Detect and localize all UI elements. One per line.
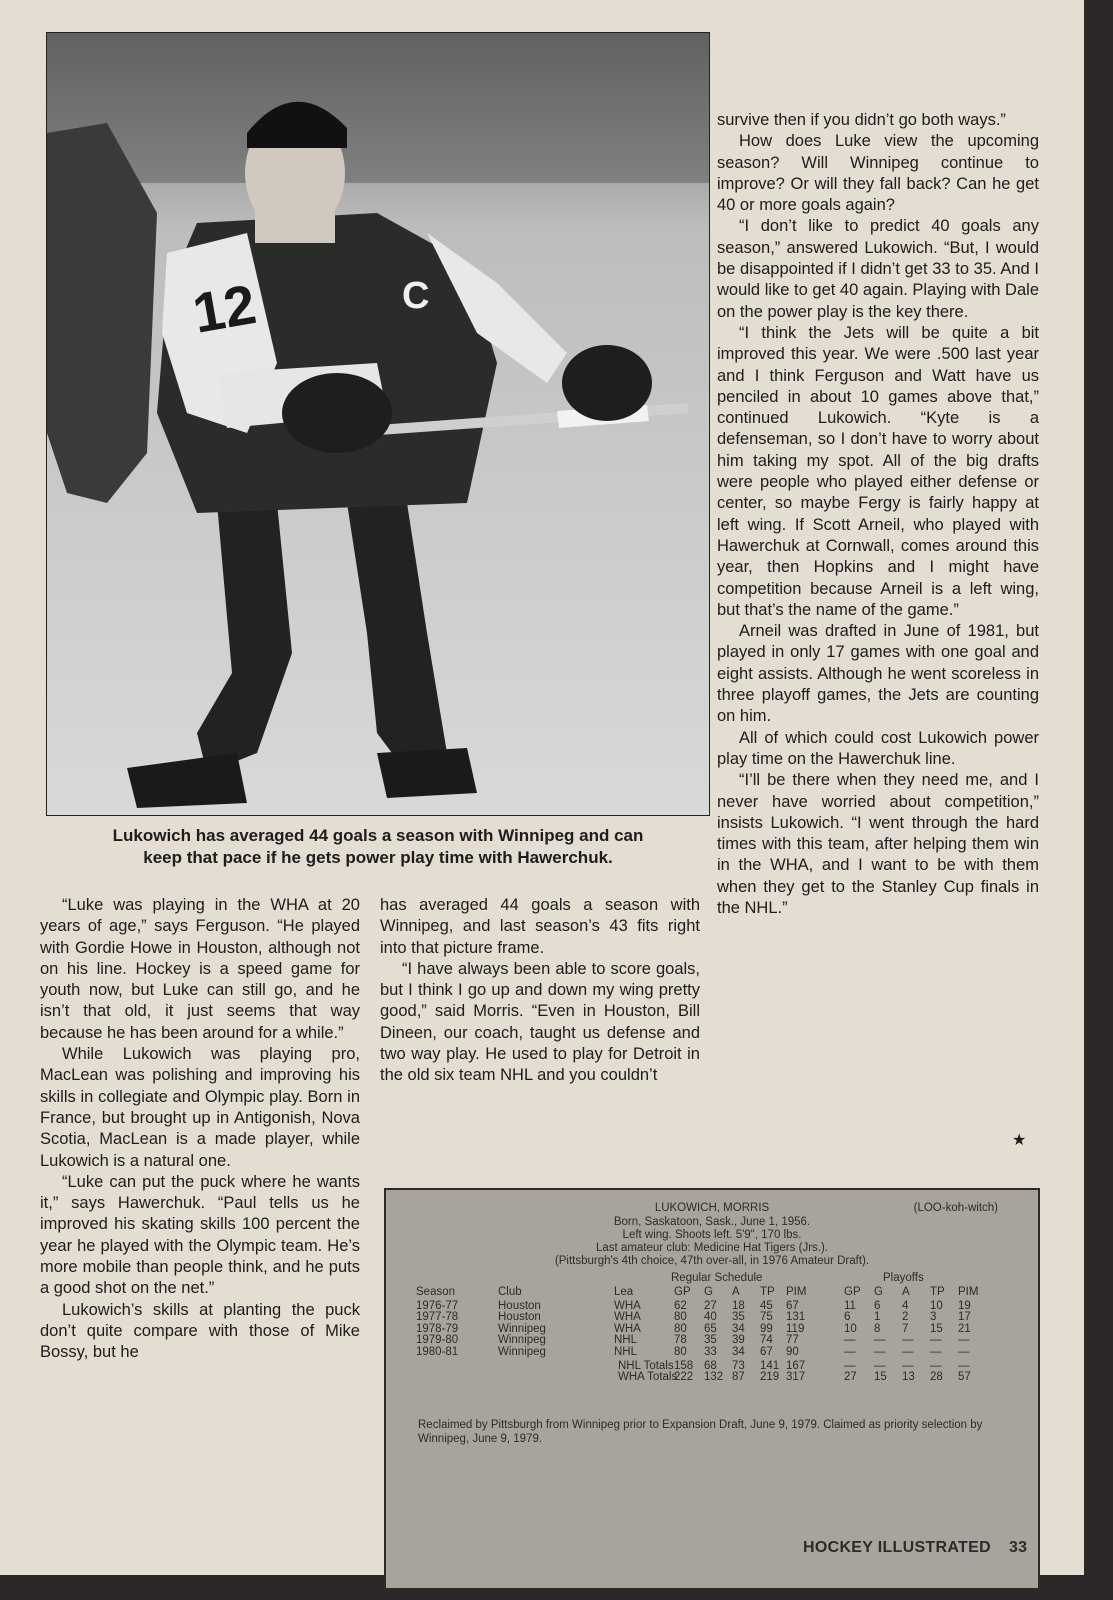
stats-row	[386, 1346, 1038, 1359]
stats-cell: 80	[674, 1346, 687, 1358]
stats-cell: PIM	[786, 1286, 807, 1298]
stats-cell: 15	[930, 1322, 943, 1335]
stats-cell: 75	[760, 1311, 773, 1324]
stats-cell: 99	[760, 1322, 773, 1335]
stats-header-row	[386, 1286, 1038, 1299]
stats-born: Born, Saskatoon, Sask., June 1, 1956.	[613, 1216, 811, 1228]
stats-cell: WHA	[614, 1322, 641, 1335]
stats-cell: 27	[844, 1371, 857, 1384]
stats-cell: PIM	[958, 1286, 979, 1298]
caption-line-2: keep that pace if he gets power play time with Hawerchuk.	[143, 848, 613, 867]
stats-cell: 1979-80	[416, 1334, 459, 1347]
stats-cell: 18	[732, 1299, 745, 1312]
stats-cell: A	[902, 1286, 910, 1298]
stats-cell: A	[732, 1286, 740, 1298]
stats-cell: 34	[732, 1322, 745, 1335]
stats-cell: 35	[732, 1311, 745, 1324]
stats-cell: 28	[930, 1371, 943, 1384]
paragraph: “I think the Jets will be quite a bit improved this year. We were .500 last year and I think Ferguson and Watt have us penciled in about 10 games above that,” continued Lukowich. “Kyte is a defenseman, so I don’t have to worry about him taking my spot. All of the big drafts were people who played either defense or center, so maybe Fergy is fairly happy at left wing. If Scott Arneil, who played with Hawerchuk at Cornwall, comes around this year, then Hopkins and I might have competition because Arneil is a left wing, but that’s the name of the game.”	[717, 323, 1039, 619]
stats-cell: 7	[902, 1322, 909, 1335]
stats-cell: 10	[930, 1299, 943, 1312]
stats-cell: —	[958, 1346, 970, 1358]
stats-cell: 167	[786, 1359, 806, 1372]
stats-cell: —	[930, 1359, 942, 1372]
stats-cell: Club	[498, 1286, 522, 1298]
magazine-name: HOCKEY ILLUSTRATED	[803, 1539, 991, 1556]
stats-cell: 141	[760, 1359, 780, 1372]
stats-cell: 3	[930, 1311, 937, 1324]
stats-cell: TP	[760, 1286, 775, 1298]
article-column-right	[717, 110, 1039, 919]
stats-cell: 2	[902, 1311, 909, 1324]
stats-cell: Winnipeg	[498, 1334, 546, 1347]
paragraph: “I have always been able to score goals, but I think I go up and down my wing pretty good,” said Morris. “Even in Houston, Bill Dineen, our coach, taught us defense and two way play. He used to play for Detroit in the old six team NHL and you couldn’t	[380, 959, 700, 1085]
stats-cell: 33	[704, 1346, 717, 1358]
stats-cell: GP	[844, 1286, 861, 1298]
stats-cell: 317	[786, 1371, 806, 1384]
stats-cell: Lea	[614, 1286, 634, 1298]
stats-cell: 1977-78	[416, 1311, 459, 1324]
stats-cell: —	[874, 1359, 886, 1372]
stats-pronunciation: (LOO-koh-witch)	[913, 1202, 998, 1214]
stats-cell: WHA Totals	[618, 1371, 678, 1384]
stats-cell: 57	[958, 1371, 971, 1384]
stats-cell: Houston	[498, 1311, 541, 1324]
stats-cell: 90	[786, 1346, 799, 1358]
stats-cell: NHL	[614, 1346, 638, 1358]
playoffs-label: Playoffs	[883, 1272, 924, 1284]
stats-cell: 74	[760, 1334, 773, 1347]
stats-cell: 13	[902, 1371, 915, 1384]
stats-cell: 6	[844, 1311, 851, 1324]
stats-note: Reclaimed by Pittsburgh from Winnipeg prior to Expansion Draft, June 9, 1979. Claimed as priority selection by Winnipeg, June 9, 1979.	[418, 1419, 983, 1445]
stats-cell: 77	[786, 1334, 799, 1347]
paragraph: While Lukowich was playing pro, MacLean was polishing and improving his skills in collegiate and Olympic play. Born in France, but brought up in Antigonish, Nova Scotia, MacLean is a made player, while Lukowich is a natural one.	[40, 1045, 360, 1170]
stats-cell: 27	[704, 1299, 717, 1312]
stats-cell: 73	[732, 1359, 745, 1372]
stats-cell: 65	[704, 1322, 717, 1335]
stats-cell: 45	[760, 1299, 773, 1312]
stats-row	[386, 1371, 1038, 1384]
stats-cell: 87	[732, 1371, 745, 1384]
paragraph: How does Luke view the upcoming season? Will Winnipeg continue to improve? Or will they fall back? Can he get 40 or more goals again?	[717, 132, 1039, 215]
stats-cell: 1	[874, 1311, 881, 1324]
stats-cell: 21	[958, 1322, 971, 1335]
stats-cell: 131	[786, 1311, 806, 1324]
stats-position: Left wing. Shoots left. 5'9", 170 lbs.	[622, 1229, 802, 1241]
stats-cell: Winnipeg	[498, 1322, 546, 1335]
page-number: 33	[1008, 1539, 1028, 1556]
stats-cell: 67	[786, 1299, 799, 1312]
stats-player-name: LUKOWICH, MORRIS	[654, 1202, 770, 1214]
paragraph: “Luke can put the puck where he wants it,” says Hawerchuk. “Paul tells us he improved his skating skills 100 percent the year he played with the Olympic team. He’s more mobile than people think, and he puts a good shot on the net.”	[40, 1172, 360, 1298]
stats-cell: —	[844, 1334, 856, 1347]
svg-text:12: 12	[188, 271, 261, 345]
stats-cell: 40	[704, 1311, 717, 1324]
stats-cell: G	[704, 1286, 713, 1298]
stats-cell: TP	[930, 1286, 945, 1298]
stats-cell: 10	[844, 1322, 857, 1335]
stats-cell: —	[844, 1359, 856, 1372]
stats-cell: WHA	[614, 1299, 641, 1312]
stats-cell: 78	[674, 1334, 687, 1347]
paragraph: “Luke was playing in the WHA at 20 years of age,” says Ferguson. “He played with Gordie Howe in Houston, although not on his line. Hockey is a speed game for youth now, but Luke can still go, and he isn’t that old, it just seems that way because he has been around for a while.”	[40, 896, 360, 1042]
article-column-left	[40, 895, 360, 1364]
stats-cell: 11	[844, 1299, 856, 1312]
stats-cell: —	[958, 1359, 970, 1372]
stats-cell: 1978-79	[416, 1322, 459, 1335]
stats-cell: 222	[674, 1371, 694, 1384]
stats-cell: 34	[732, 1346, 745, 1358]
stats-cell: 39	[732, 1334, 745, 1347]
stats-cell: —	[930, 1334, 942, 1347]
stats-cell: NHL Totals	[618, 1359, 674, 1372]
stats-cell: WHA	[614, 1311, 641, 1324]
stats-cell: 132	[704, 1371, 724, 1384]
regular-schedule-label: Regular Schedule	[671, 1272, 763, 1284]
stats-cell: 6	[874, 1299, 881, 1312]
stats-cell: —	[902, 1334, 914, 1347]
stats-cell: —	[958, 1334, 970, 1347]
stats-cell: 80	[674, 1311, 687, 1324]
stats-cell: 35	[704, 1334, 717, 1347]
caption-line-1: Lukowich has averaged 44 goals a season with Winnipeg and can	[112, 826, 644, 845]
stats-cell: 15	[874, 1371, 887, 1384]
paragraph: Arneil was drafted in June of 1981, but played in only 17 games with one goal and eight assists. Although he went scoreless in three playoff games, the Jets are counting on him.	[717, 622, 1039, 726]
stats-cell: —	[844, 1346, 856, 1358]
stats-cell: 4	[902, 1299, 909, 1312]
stats-cell: Winnipeg	[498, 1346, 546, 1358]
stats-cell: —	[902, 1346, 914, 1358]
player-photo	[46, 32, 710, 816]
hockey-player-image	[47, 33, 709, 815]
article-column-middle	[380, 895, 700, 1087]
paragraph: has averaged 44 goals a season with Winnipeg, and last season’s 43 fits right into that picture frame.	[380, 896, 700, 957]
stats-cell: 1976-77	[416, 1299, 459, 1312]
stats-cell: 80	[674, 1322, 687, 1335]
stats-cell: 68	[704, 1359, 717, 1372]
stats-draft: (Pittsburgh's 4th choice, 47th over-all, in 1976 Amateur Draft).	[554, 1255, 870, 1267]
paragraph: “I’ll be there when they need me, and I never have worried about competition,” insists Lukowich. “I went through the hard times with this team, after helping them win in the WHA, and I want to be with them when they get to the Stanley Cup finals in the NHL.”	[717, 771, 1039, 917]
page-footer	[803, 1539, 1027, 1557]
paragraph: “I don’t like to predict 40 goals any season,” answered Lukowich. “But, I would be disappointed if I didn’t get 33 to 35. And I would like to get 40 again. Playing with Dale on the power play is the key there.	[717, 217, 1039, 321]
stats-cell: —	[874, 1346, 886, 1358]
stats-cell: G	[874, 1286, 883, 1298]
stats-cell: 19	[958, 1299, 971, 1312]
stats-cell: 158	[674, 1359, 694, 1372]
paragraph: All of which could cost Lukowich power play time on the Hawerchuk line.	[717, 728, 1039, 768]
paragraph: survive then if you didn’t go both ways.”	[717, 111, 1006, 129]
stats-cell: 17	[958, 1311, 971, 1324]
paragraph: Lukowich’s skills at planting the puck don’t quite compare with those of Mike Bossy, but he	[40, 1300, 360, 1362]
stats-cell: 8	[874, 1322, 881, 1335]
stats-cell: —	[874, 1334, 886, 1347]
stats-cell: GP	[674, 1286, 691, 1298]
stats-cell: Houston	[498, 1299, 541, 1312]
stats-amateur-club: Last amateur club: Medicine Hat Tigers (Jrs.).	[596, 1242, 828, 1254]
end-mark-star-icon: ★	[1012, 1132, 1027, 1149]
stats-cell: 62	[674, 1299, 687, 1312]
stats-cell: 67	[760, 1346, 773, 1358]
photo-caption	[54, 825, 702, 869]
career-stats-box	[384, 1188, 1040, 1590]
stats-cell: 1980-81	[416, 1346, 459, 1358]
stats-cell: 119	[786, 1322, 805, 1335]
stats-cell: —	[930, 1346, 942, 1358]
stats-cell: Season	[416, 1286, 456, 1298]
stats-cell: NHL	[614, 1334, 638, 1347]
stats-cell: —	[902, 1359, 914, 1372]
stats-cell: 219	[760, 1371, 780, 1384]
svg-text:C: C	[402, 275, 430, 317]
